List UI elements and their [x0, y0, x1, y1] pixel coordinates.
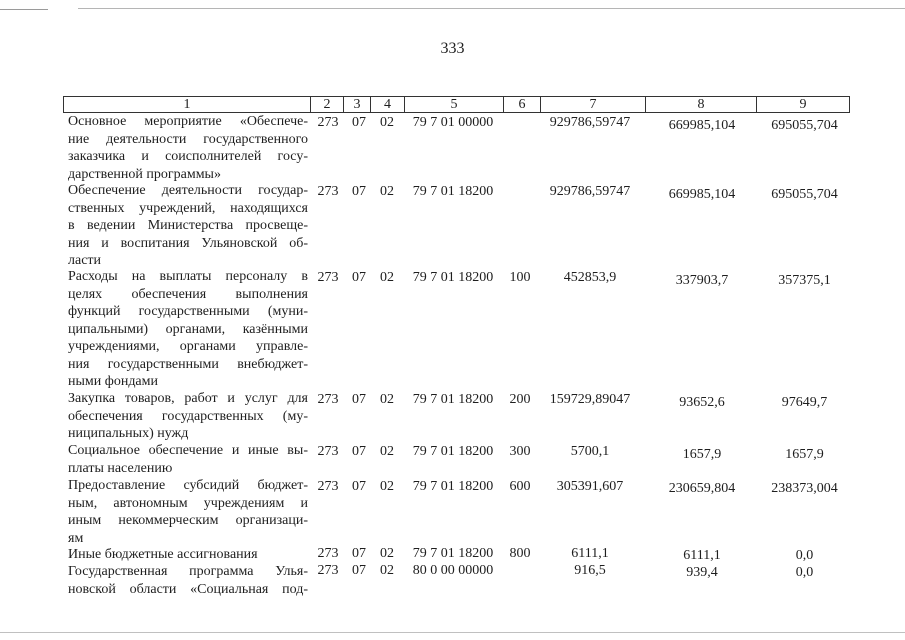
cell-sum-8: 93652,6 — [679, 395, 725, 410]
cell-sum-8: 669985,104 — [668, 118, 736, 133]
cell-sum-9: 0,0 — [795, 565, 814, 580]
cell-pr: 02 — [380, 392, 394, 407]
cell-pr: 02 — [380, 444, 394, 459]
cell-sum-7: 6111,1 — [571, 546, 609, 561]
cell-csr: 79 7 01 18200 — [412, 392, 494, 407]
cell-sum-7: 929786,59747 — [549, 184, 631, 199]
cell-pr: 02 — [380, 546, 394, 561]
header-col-3: 3 — [344, 97, 371, 112]
cell-vr: 100 — [509, 270, 531, 285]
cell-pr: 02 — [380, 115, 394, 130]
cell-sum-7: 159729,89047 — [549, 392, 631, 407]
header-col-6: 6 — [504, 97, 541, 112]
cell-pr: 02 — [380, 184, 394, 199]
row-description: Социальное обеспечение и иные вы- платы населению — [68, 443, 308, 476]
header-col-5: 5 — [405, 97, 504, 112]
cell-csr: 79 7 01 18200 — [412, 270, 494, 285]
cell-csr: 80 0 00 00000 — [412, 563, 494, 578]
page-number: 333 — [440, 40, 465, 57]
cell-sum-8: 939,4 — [686, 565, 718, 580]
cell-sum-8: 669985,104 — [668, 187, 736, 202]
cell-sum-7: 452853,9 — [563, 270, 617, 285]
header-col-7: 7 — [541, 97, 646, 112]
header-col-9: 9 — [799, 97, 807, 112]
cell-csr: 79 7 01 18200 — [412, 546, 494, 561]
cell-vr: 300 — [509, 444, 531, 459]
row-description: Обеспечение деятельности государ- ственных учреждений, находящихся в ведении Министерства просвеще- ния и воспитания Ульяновской об- ласти — [68, 183, 308, 268]
row-description: Государственная программа Улья- новской области «Социальная под- — [68, 564, 308, 597]
cell-ved: 273 — [317, 392, 339, 407]
cell-ved: 273 — [317, 115, 339, 130]
header-col-1: 1 — [64, 97, 311, 112]
table-header-row — [63, 96, 850, 113]
header-col-4: 4 — [371, 97, 405, 112]
cell-ved: 273 — [317, 184, 339, 199]
cell-csr: 79 7 01 00000 — [412, 115, 494, 130]
cell-csr: 79 7 01 18200 — [412, 184, 494, 199]
cell-sum-9: 97649,7 — [781, 395, 828, 410]
row-description: Иные бюджетные ассигнования — [68, 547, 258, 562]
cell-pr: 02 — [380, 479, 394, 494]
scan-edge-top — [0, 9, 48, 10]
cell-vr: 200 — [509, 392, 531, 407]
cell-pr: 02 — [380, 270, 394, 285]
cell-sum-9: 357375,1 — [778, 273, 831, 288]
cell-pr: 02 — [380, 563, 394, 578]
cell-rz: 07 — [352, 546, 366, 561]
cell-vr: 600 — [509, 479, 531, 494]
header-col-2: 2 — [311, 97, 344, 112]
cell-rz: 07 — [352, 184, 366, 199]
header-col-8: 8 — [646, 97, 757, 112]
cell-sum-7: 5700,1 — [570, 444, 610, 459]
cell-sum-7: 305391,607 — [556, 479, 624, 494]
cell-sum-9: 0,0 — [795, 548, 814, 563]
row-description: Закупка товаров, работ и услуг для обеспечения государственных (му- ниципальных) нужд — [68, 391, 308, 441]
cell-rz: 07 — [352, 392, 366, 407]
scan-edge-bottom — [0, 632, 905, 633]
cell-sum-9: 238373,004 — [771, 481, 838, 496]
cell-rz: 07 — [352, 444, 366, 459]
cell-ved: 273 — [317, 563, 339, 578]
cell-sum-9: 695055,704 — [771, 118, 838, 133]
cell-sum-8: 1657,9 — [682, 447, 722, 462]
row-description: Предоставление субсидий бюджет- ным, автономным учреждениям и иным некоммерческим организаци- ям — [68, 478, 308, 546]
cell-csr: 79 7 01 18200 — [412, 479, 494, 494]
cell-rz: 07 — [352, 270, 366, 285]
cell-sum-7: 929786,59747 — [549, 115, 631, 130]
cell-rz: 07 — [352, 479, 366, 494]
cell-sum-8: 6111,1 — [683, 548, 721, 563]
cell-vr: 800 — [509, 546, 531, 561]
cell-rz: 07 — [352, 115, 366, 130]
row-description: Основное мероприятие «Обеспече- ние деятельности государственного заказчика и соисполнителей госу- дарственной программы» — [68, 114, 308, 182]
cell-ved: 273 — [317, 270, 339, 285]
cell-ved: 273 — [317, 546, 339, 561]
cell-sum-9: 695055,704 — [771, 187, 838, 202]
cell-sum-8: 230659,804 — [668, 481, 736, 496]
row-description: Расходы на выплаты персоналу в целях обеспечения выполнения функций государственными (муни- ципальными) органами, казёнными учреждениями, органами управле- ния государственными внебюджет- ными фондами — [68, 269, 308, 389]
cell-ved: 273 — [317, 444, 339, 459]
scan-edge-top-right — [78, 8, 905, 9]
cell-sum-8: 337903,7 — [675, 273, 729, 288]
cell-ved: 273 — [317, 479, 339, 494]
cell-sum-9: 1657,9 — [785, 447, 824, 462]
cell-rz: 07 — [352, 563, 366, 578]
cell-csr: 79 7 01 18200 — [412, 444, 494, 459]
cell-sum-7: 916,5 — [574, 563, 606, 578]
